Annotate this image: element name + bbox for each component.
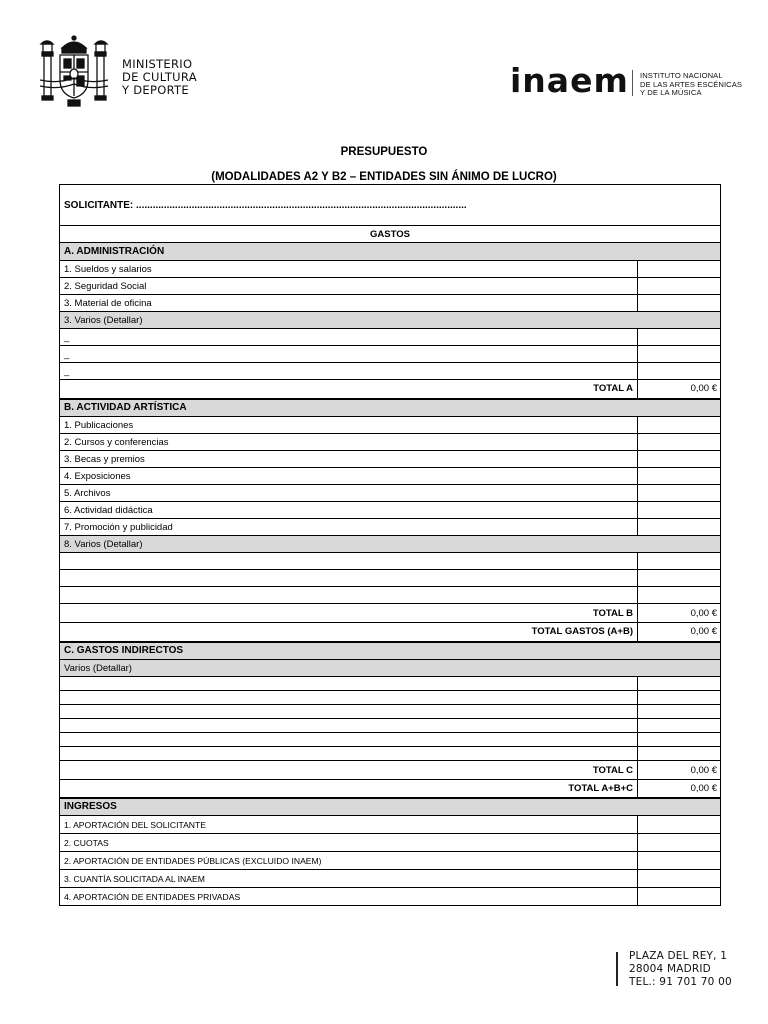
total-b-row	[60, 604, 721, 623]
item-label: 6. Actividad didáctica	[60, 502, 638, 519]
table-row	[60, 346, 721, 363]
item-label: 1. Publicaciones	[60, 417, 638, 434]
amount-cell[interactable]	[638, 870, 721, 888]
table-row	[60, 587, 721, 604]
amount-cell[interactable]	[638, 329, 721, 346]
total-a-label: TOTAL A	[60, 380, 638, 399]
amount-cell[interactable]	[638, 553, 721, 570]
document-subtitle: (MODALIDADES A2 Y B2 – ENTIDADES SIN ÁNIMO DE LUCRO)	[211, 171, 557, 183]
table-row	[60, 329, 721, 346]
total-b-label: TOTAL B	[60, 604, 638, 623]
blank-line[interactable]	[60, 705, 638, 719]
amount-cell[interactable]	[638, 816, 721, 834]
total-gastos-row	[60, 623, 721, 642]
table-row	[60, 888, 721, 906]
table-row	[60, 451, 721, 468]
amount-cell[interactable]	[638, 502, 721, 519]
table-row	[60, 816, 721, 834]
footer-divider	[616, 952, 618, 986]
blank-line[interactable]	[60, 553, 638, 570]
varios-row	[60, 312, 721, 329]
item-label: 2. CUOTAS	[60, 834, 638, 852]
blank-line[interactable]	[60, 733, 638, 747]
total-c-row	[60, 761, 721, 780]
table-row	[60, 719, 721, 733]
item-label: 4. Exposiciones	[60, 468, 638, 485]
table-row	[60, 747, 721, 761]
varios-label: 3. Varios (Detallar)	[60, 312, 721, 329]
amount-cell[interactable]	[638, 519, 721, 536]
amount-cell[interactable]	[638, 733, 721, 747]
table-row	[60, 434, 721, 451]
table-row	[60, 570, 721, 587]
varios-label: Varios (Detallar)	[60, 660, 721, 677]
item-label: 2. APORTACIÓN DE ENTIDADES PÚBLICAS (EXCLUIDO INAEM)	[60, 852, 638, 870]
table-row	[60, 261, 721, 278]
institute-name	[640, 72, 742, 98]
amount-cell[interactable]	[638, 485, 721, 502]
total-c-label: TOTAL C	[60, 761, 638, 780]
section-a-title: A. ADMINISTRACIÓN	[60, 243, 721, 261]
ministry-line: Y DEPORTE	[122, 83, 189, 97]
table-row	[60, 363, 721, 380]
item-label: 1. Sueldos y salarios	[60, 261, 638, 278]
amount-cell[interactable]	[638, 346, 721, 363]
page-header	[0, 0, 768, 130]
total-abc-value: 0,00 €	[638, 780, 721, 798]
section-c-title: C. GASTOS INDIRECTOS	[60, 642, 721, 660]
section-b-title: B. ACTIVIDAD ARTÍSTICA	[60, 399, 721, 417]
item-label: 2. Cursos y conferencias	[60, 434, 638, 451]
section-b-header	[60, 399, 721, 417]
total-c-value: 0,00 €	[638, 761, 721, 780]
table-row	[60, 691, 721, 705]
ingresos-header	[60, 798, 721, 816]
total-abc-row	[60, 780, 721, 798]
blank-line[interactable]: _	[60, 329, 638, 346]
solicitante-row	[60, 185, 721, 226]
ministry-line: MINISTERIO	[122, 57, 193, 71]
amount-cell[interactable]	[638, 852, 721, 870]
table-row	[60, 834, 721, 852]
blank-line[interactable]	[60, 570, 638, 587]
ingresos-title: INGRESOS	[60, 798, 721, 816]
footer-address	[629, 950, 732, 989]
amount-cell[interactable]	[638, 363, 721, 380]
item-label: 5. Archivos	[60, 485, 638, 502]
varios-label: 8. Varios (Detallar)	[60, 536, 721, 553]
blank-line[interactable]: _	[60, 346, 638, 363]
budget-table	[59, 184, 721, 906]
footer-line: TEL.: 91 701 70 00	[629, 976, 732, 988]
total-a-row	[60, 380, 721, 399]
amount-cell[interactable]	[638, 468, 721, 485]
blank-line[interactable]	[60, 677, 638, 691]
blank-line[interactable]	[60, 587, 638, 604]
total-abc-label: TOTAL A+B+C	[60, 780, 638, 798]
item-label: 3. Becas y premios	[60, 451, 638, 468]
table-row	[60, 677, 721, 691]
section-c-header	[60, 642, 721, 660]
table-row	[60, 485, 721, 502]
coat-of-arms-icon	[38, 34, 110, 110]
table-row	[60, 278, 721, 295]
table-row	[60, 295, 721, 312]
table-row	[60, 502, 721, 519]
logo-divider	[632, 70, 633, 96]
institute-line: DE LAS ARTES ESCÉNICAS	[640, 79, 743, 89]
table-row	[60, 553, 721, 570]
item-label: 3. CUANTÍA SOLICITADA AL INAEM	[60, 870, 638, 888]
blank-line[interactable]	[60, 719, 638, 733]
document-title: PRESUPUESTO	[340, 146, 428, 158]
amount-cell[interactable]	[638, 888, 721, 906]
ministry-line: DE CULTURA	[122, 70, 197, 84]
amount-cell[interactable]	[638, 747, 721, 761]
blank-line[interactable]	[60, 747, 638, 761]
section-a-header	[60, 243, 721, 261]
item-label: 2. Seguridad Social	[60, 278, 638, 295]
solicitante-field[interactable]: SOLICITANTE: .......................................................................................................................	[60, 185, 721, 226]
amount-cell[interactable]	[638, 705, 721, 719]
amount-cell[interactable]	[638, 570, 721, 587]
table-row	[60, 417, 721, 434]
amount-cell[interactable]	[638, 677, 721, 691]
table-row	[60, 705, 721, 719]
item-label: 4. APORTACIÓN DE ENTIDADES PRIVADAS	[60, 888, 638, 906]
inaem-logo: inaem	[510, 61, 629, 100]
amount-cell[interactable]	[638, 417, 721, 434]
total-gastos-value: 0,00 €	[638, 623, 721, 642]
amount-cell[interactable]	[638, 278, 721, 295]
item-label: 7. Promoción y publicidad	[60, 519, 638, 536]
table-row	[60, 733, 721, 747]
amount-cell[interactable]	[638, 434, 721, 451]
table-row	[60, 519, 721, 536]
total-gastos-label: TOTAL GASTOS (A+B)	[60, 623, 638, 642]
footer-line: PLAZA DEL REY, 1	[629, 950, 728, 962]
blank-line[interactable]: _	[60, 363, 638, 380]
ministry-name	[122, 58, 197, 97]
amount-cell[interactable]	[638, 691, 721, 705]
varios-row	[60, 536, 721, 553]
institute-line: INSTITUTO NACIONAL	[640, 71, 723, 80]
amount-cell[interactable]	[638, 261, 721, 278]
item-label: 3. Material de oficina	[60, 295, 638, 312]
total-a-value: 0,00 €	[638, 380, 721, 399]
varios-row	[60, 660, 721, 677]
footer-line: 28004 MADRID	[629, 963, 711, 975]
gastos-heading: GASTOS	[60, 226, 721, 243]
amount-cell[interactable]	[638, 451, 721, 468]
total-b-value: 0,00 €	[638, 604, 721, 623]
amount-cell[interactable]	[638, 587, 721, 604]
institute-line: Y DE LA MÚSICA	[640, 88, 702, 98]
table-row	[60, 852, 721, 870]
amount-cell[interactable]	[638, 719, 721, 733]
item-label: 1. APORTACIÓN DEL SOLICITANTE	[60, 816, 638, 834]
amount-cell[interactable]	[638, 834, 721, 852]
blank-line[interactable]	[60, 691, 638, 705]
table-row	[60, 870, 721, 888]
gastos-header-row	[60, 226, 721, 243]
table-row	[60, 468, 721, 485]
amount-cell[interactable]	[638, 295, 721, 312]
